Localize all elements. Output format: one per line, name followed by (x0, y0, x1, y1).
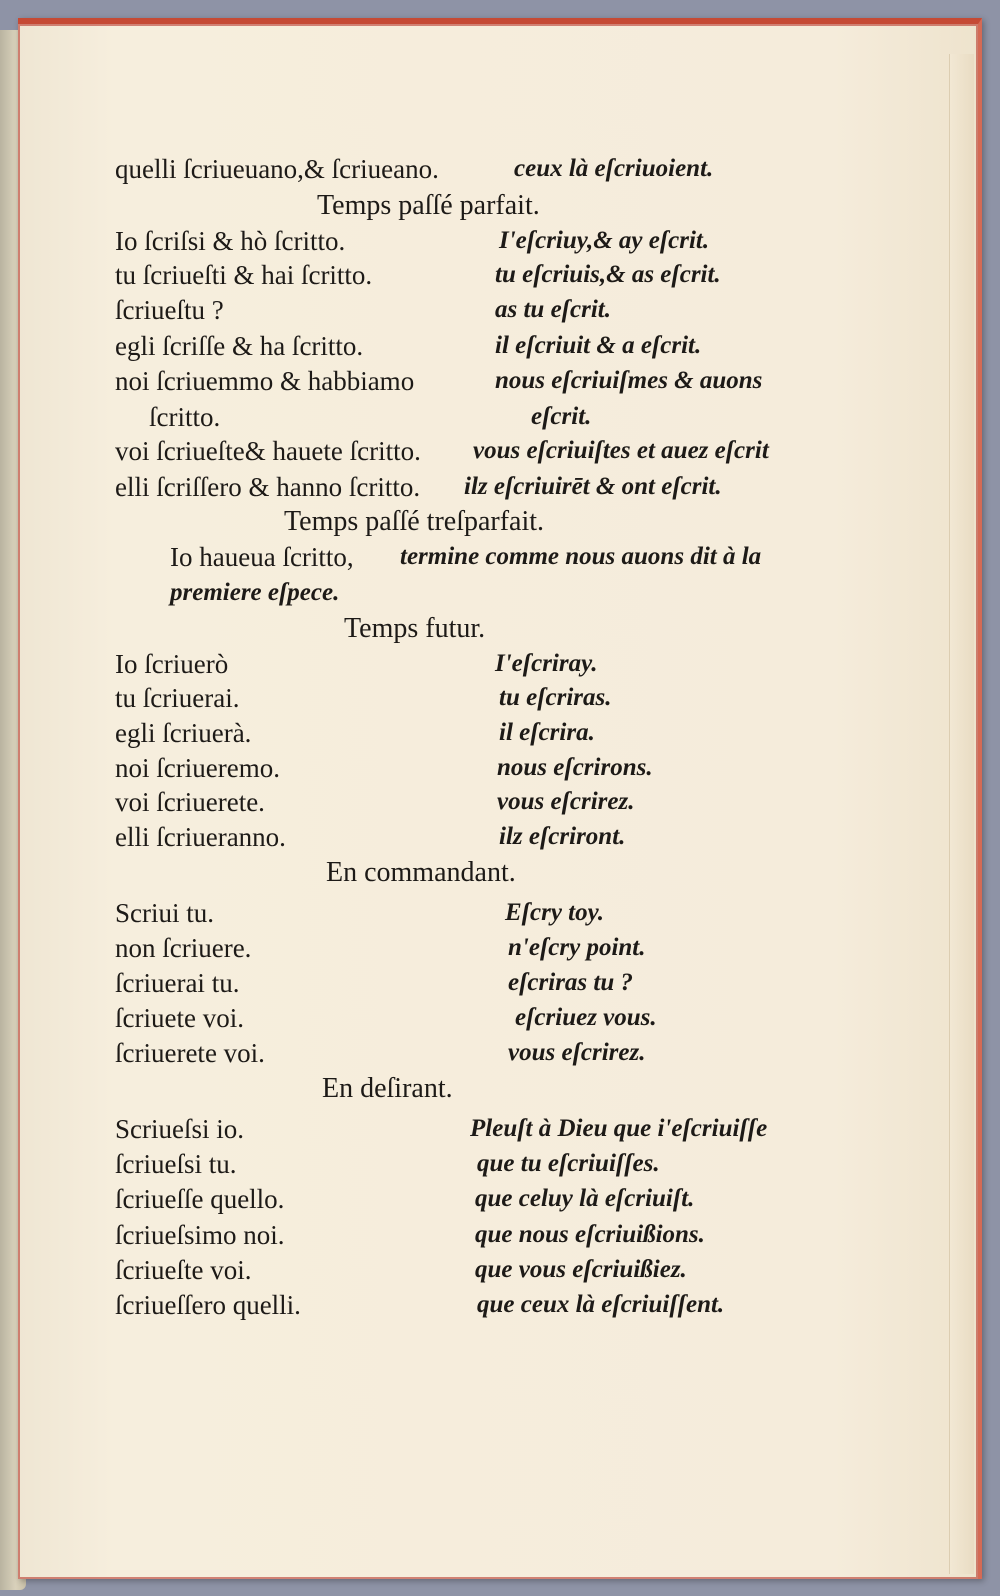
french-text: eſcriras tu ? (508, 969, 633, 996)
text-line (18, 895, 978, 935)
french-text: ilz eſcriuirēt & ont eſcrit. (464, 473, 722, 500)
italian-text: ſcritto. (149, 402, 221, 432)
french-text: nous eſcrirons. (497, 754, 653, 781)
french-text: ceux là eſcriuoient. (514, 155, 714, 182)
italian-text: elli ſcriueranno. (115, 822, 286, 852)
italian-text: ſcriueſtu ? (115, 295, 224, 325)
italian-text: Scriueſsi io. (115, 1114, 244, 1144)
italian-text: Io ſcriuerò (115, 649, 229, 679)
page-text (18, 24, 978, 1579)
french-text: tu eſcriuis,& as eſcrit. (495, 261, 721, 288)
text-line (18, 1000, 978, 1040)
french-text: que celuy là eſcriuiſt. (475, 1185, 695, 1212)
text-line (18, 784, 978, 824)
text-line (18, 1071, 978, 1111)
italian-text: Io haueua ſcritto, (170, 542, 354, 572)
text-line (18, 1181, 978, 1221)
text-line (18, 819, 978, 859)
section-heading: En deſirant. (322, 1073, 453, 1104)
text-line (18, 965, 978, 1005)
italian-text: noi ſcriueremo. (115, 753, 280, 783)
italian-text: noi ſcriuemmo & habbiamo (115, 366, 415, 396)
text-line (18, 328, 978, 368)
french-text: vous eſcrirez. (508, 1039, 646, 1066)
french-text: termine comme nous auons dit à la (400, 543, 762, 570)
french-text: n'eſcry point. (508, 934, 646, 961)
text-line (18, 539, 978, 579)
italian-text: egli ſcriſſe & ha ſcritto. (115, 331, 364, 361)
french-text: vous eſcriuiſtes et auez eſcrit (473, 437, 769, 464)
italian-text: voi ſcriueſte& hauete ſcritto. (115, 436, 421, 466)
italian-text: voi ſcriuerete. (115, 787, 265, 817)
italian-text: tu ſcriuerai. (115, 683, 240, 713)
french-text: as tu eſcrit. (495, 296, 611, 323)
italian-text: Io ſcriſsi & hò ſcritto. (115, 226, 346, 256)
text-line (18, 715, 978, 755)
text-line (18, 611, 978, 651)
french-text: tu eſcriras. (499, 684, 612, 711)
text-line (18, 433, 978, 473)
french-text: eſcriuez vous. (515, 1004, 657, 1031)
section-heading: Temps paſſé treſparfait. (284, 506, 545, 537)
italian-text: egli ſcriuerà. (115, 718, 252, 748)
french-text: il eſcriuit & a eſcrit. (495, 332, 702, 359)
text-line (18, 930, 978, 970)
text-line (18, 504, 978, 544)
italian-text: elli ſcriſſero & hanno ſcritto. (115, 472, 421, 502)
text-line (18, 1252, 978, 1292)
text-line (18, 257, 978, 297)
section-heading: Temps paſſé parfait. (317, 190, 540, 221)
text-line (18, 1287, 978, 1327)
text-line (18, 469, 978, 509)
italian-text: ſcriuerete voi. (115, 1038, 265, 1068)
french-text: ilz eſcriront. (499, 823, 626, 850)
french-text: I'eſcriuy,& ay eſcrit. (499, 227, 710, 254)
text-line (18, 363, 978, 403)
italian-text: ſcriuerai tu. (115, 968, 240, 998)
french-text: que vous eſcriuißiez. (475, 1256, 687, 1283)
section-heading: En commandant. (326, 857, 516, 888)
french-text: eſcrit. (531, 403, 592, 430)
italian-text: ſcriueſſe quello. (115, 1184, 285, 1214)
italian-text: ſcriueſsi tu. (115, 1149, 237, 1179)
french-text: I'eſcriray. (495, 650, 598, 677)
italian-text: ſcriueſſero quelli. (115, 1290, 301, 1320)
text-line (18, 188, 978, 228)
text-line (18, 151, 978, 191)
text-line (18, 1146, 978, 1186)
text-line (18, 292, 978, 332)
french-text: premiere eſpece. (170, 579, 340, 606)
italian-text: tu ſcriueſti & hai ſcritto. (115, 260, 373, 290)
french-text: nous eſcriuiſmes & auons (495, 367, 763, 394)
french-text: que tu eſcriuiſſes. (477, 1150, 660, 1177)
french-text: que nous eſcriuißions. (475, 1221, 705, 1248)
text-line (18, 575, 978, 615)
text-line (18, 1217, 978, 1257)
french-text: Pleuſt à Dieu que i'eſcriuiſſe (470, 1115, 768, 1142)
text-line (18, 855, 978, 895)
text-line (18, 680, 978, 720)
italian-text: Scriui tu. (115, 898, 214, 928)
italian-text: ſcriueſte voi. (115, 1255, 252, 1285)
french-text: il eſcrira. (499, 719, 595, 746)
section-heading: Temps futur. (344, 613, 486, 644)
french-text: vous eſcrirez. (497, 788, 635, 815)
text-line (18, 1035, 978, 1075)
italian-text: quelli ſcriueuano,& ſcriueano. (115, 154, 439, 184)
book-page (18, 18, 982, 1579)
french-text: Eſcry toy. (505, 899, 605, 926)
italian-text: ſcriueſsimo noi. (115, 1220, 285, 1250)
french-text: que ceux là eſcriuiſſent. (477, 1291, 725, 1318)
text-line (18, 1111, 978, 1151)
italian-text: non ſcriuere. (115, 933, 252, 963)
italian-text: ſcriuete voi. (115, 1003, 244, 1033)
